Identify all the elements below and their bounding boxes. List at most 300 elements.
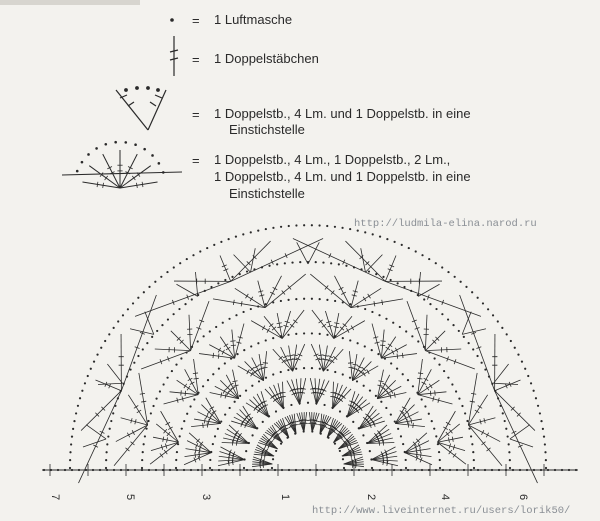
chain-dot (235, 236, 237, 238)
chain-dot (492, 314, 494, 316)
treble-stitch (151, 442, 179, 450)
chain-dot (471, 291, 473, 293)
chain-dot (421, 469, 423, 471)
chain-dot (484, 469, 486, 471)
chain-dot (218, 368, 220, 370)
chain-dot (257, 229, 259, 231)
treble-bar (351, 326, 354, 331)
chain-dot (369, 389, 371, 391)
chain-dot (272, 458, 274, 460)
row-number: 2 (365, 493, 378, 501)
chain-dot (524, 368, 526, 370)
treble-bar (277, 327, 282, 328)
treble-stitch (312, 310, 334, 338)
chain-dot (127, 469, 129, 471)
chain-dot (334, 226, 336, 228)
treble-bar (390, 393, 391, 398)
chain-dot (150, 412, 152, 414)
chain-dot (464, 412, 466, 414)
chain-dot (192, 254, 194, 256)
treble-stitch (425, 349, 461, 351)
treble-bar (181, 390, 182, 395)
chain-dot (472, 348, 474, 350)
chain-dot (470, 435, 472, 437)
treble-stitch (334, 313, 339, 339)
v-stitch-arm (195, 272, 197, 296)
chain-dot (258, 380, 260, 382)
chain-dot (250, 231, 252, 233)
treble-bar (429, 384, 432, 388)
legend-chain-stitch-text: 1 Luftmasche (214, 12, 293, 27)
legend-v-stitch-text-1: 1 Doppelstb., 4 Lm. und 1 Doppelstb. in eine (214, 106, 471, 121)
chain-dot (280, 443, 282, 445)
treble-bar (426, 386, 429, 390)
chain-dot (455, 390, 457, 392)
chain-dot (262, 421, 264, 423)
treble-bar (323, 355, 328, 356)
chain-dot (159, 390, 161, 392)
treble-bar (446, 422, 451, 425)
treble-bar (353, 364, 358, 365)
chain-dot (242, 311, 244, 313)
chain-dot (417, 340, 419, 342)
chain-dot (307, 402, 309, 404)
chain-dot (447, 318, 449, 320)
equals-sign: = (192, 13, 200, 28)
treble-stitch (264, 351, 267, 381)
chain-dot (397, 428, 399, 430)
chain-dot (245, 450, 247, 452)
chain-dot (151, 336, 153, 338)
treble-stitch (437, 442, 465, 450)
chain-dot (209, 467, 211, 469)
treble-bar (422, 382, 427, 384)
treble-stitch (141, 351, 190, 369)
chain-dot (530, 382, 532, 384)
chain-dot (132, 302, 134, 304)
chain-dot (542, 428, 544, 430)
chain-dot (429, 303, 431, 305)
chain-dot (78, 469, 80, 471)
chain-dot (288, 225, 290, 227)
chain-dot (234, 401, 236, 403)
treble-bar (262, 326, 265, 331)
chain-dot (421, 398, 423, 400)
treble-bar (278, 393, 283, 394)
chain-dot (276, 263, 278, 265)
chain-dot (363, 385, 365, 387)
chain-dot (143, 443, 145, 445)
watermark-bottom: http://www.liveinternet.ru/users/lorik50/ (312, 505, 571, 517)
chain-dot (217, 428, 219, 430)
chain-dot (379, 236, 381, 238)
treble-bar (352, 368, 357, 369)
treble-bar (386, 347, 390, 350)
treble-bar (380, 341, 385, 342)
chain-dot (141, 459, 143, 461)
chain-dot (334, 443, 336, 445)
chain-dot (148, 286, 150, 288)
chain-dot (512, 469, 514, 471)
treble-bar (141, 401, 146, 402)
legend-treble-text: 1 Doppelstäbchen (214, 51, 319, 66)
treble-bar (195, 448, 196, 453)
treble-bar (226, 347, 230, 350)
chain-dot (460, 281, 462, 283)
treble-stitch (345, 241, 385, 281)
equals-sign: = (192, 52, 200, 67)
treble-bar (225, 393, 226, 398)
chain-dot (186, 413, 188, 415)
chain-dot (73, 420, 75, 422)
treble-bar (250, 297, 253, 301)
treble-stitch (164, 395, 199, 404)
chain-dot (342, 373, 344, 375)
chain-dot (81, 161, 84, 164)
chain-dot (167, 318, 169, 320)
treble-bar (420, 448, 421, 453)
treble-bar (258, 364, 263, 365)
chain-dot (400, 435, 402, 437)
v-stitch-arm (297, 242, 308, 264)
chain-dot (411, 335, 413, 337)
treble-stitch (418, 359, 423, 395)
fan-stitch-symbol (62, 141, 182, 188)
chain-dot (394, 241, 396, 243)
treble-stitch (359, 413, 380, 429)
chain-dot (315, 261, 317, 263)
chain-dot (311, 367, 313, 369)
chain-dot (250, 345, 252, 347)
treble-bar (449, 450, 452, 454)
treble-bar (394, 392, 395, 397)
treble-bar (224, 344, 228, 347)
chain-dot (222, 322, 224, 324)
treble-bar (402, 407, 407, 410)
treble-stitch (347, 397, 363, 418)
treble-bar (319, 320, 323, 323)
chain-dot (362, 434, 364, 436)
chain-dot (339, 450, 341, 452)
treble-stitch (349, 351, 352, 381)
chain-dot (356, 380, 358, 382)
v-stitch-arm (176, 284, 197, 296)
treble-stitch (495, 391, 538, 483)
chain-dot (421, 254, 423, 256)
chain-dot (476, 355, 478, 357)
treble-stitch (385, 256, 396, 282)
treble-bar (190, 382, 195, 384)
chain-dot (380, 401, 382, 403)
chain-dot (311, 298, 313, 300)
v-stitch-arm (418, 284, 439, 296)
equals-sign: = (192, 107, 200, 122)
treble-bar (413, 423, 414, 428)
treble-bar (137, 410, 141, 413)
chain-dot (202, 385, 204, 387)
treble-stitch (220, 256, 231, 282)
chain-dot (175, 467, 177, 469)
chain-dot (114, 141, 117, 144)
treble-stitch (437, 437, 463, 442)
chain-dot (260, 469, 262, 471)
treble-bar (163, 437, 164, 442)
chain-dot (507, 435, 509, 437)
chain-dot (71, 436, 73, 438)
treble-bar (233, 385, 238, 386)
treble-bar (213, 353, 214, 358)
chain-dot (212, 443, 214, 445)
chain-stitch-symbol (170, 18, 174, 22)
chain-dot (402, 373, 404, 375)
chain-dot (229, 407, 231, 409)
chain-dot (533, 469, 535, 471)
v-stitch-arm (418, 272, 420, 296)
treble-bar (203, 423, 204, 428)
chain-dot (399, 326, 401, 328)
treble-stitch (372, 324, 381, 359)
treble-stitch (381, 354, 417, 359)
chain-dot (204, 469, 206, 471)
chain-dot (161, 324, 163, 326)
chain-dot (352, 421, 354, 423)
chain-dot (169, 469, 171, 471)
chain-dot (309, 469, 311, 471)
chain-dot (372, 469, 374, 471)
treble-bar (443, 427, 448, 430)
treble-stitch (237, 413, 258, 429)
chain-dot (447, 377, 449, 379)
treble-bar (417, 378, 422, 379)
chain-dot (120, 469, 122, 471)
treble-bar (277, 323, 282, 324)
chain-dot (393, 469, 395, 471)
chain-dot (214, 435, 216, 437)
chain-dot (108, 333, 110, 335)
chain-dot (274, 469, 276, 471)
chain-dot (349, 339, 351, 341)
chain-dot (173, 266, 175, 268)
chain-dot (211, 469, 213, 471)
treble-bar (452, 437, 453, 442)
chain-dot (322, 261, 324, 263)
chain-dot (106, 443, 108, 445)
chain-dot (133, 362, 135, 364)
treble-stitch (220, 380, 238, 398)
treble-bar (408, 422, 409, 427)
treble-stitch (194, 359, 199, 395)
chain-dot (428, 413, 430, 415)
chain-dot (271, 467, 273, 469)
chain-dot (435, 469, 437, 471)
chain-dot (272, 373, 274, 375)
treble-bar (392, 350, 394, 355)
treble-bar (348, 363, 353, 364)
chain-dot (545, 459, 547, 461)
treble-bar (204, 418, 205, 423)
chain-dot (318, 224, 320, 226)
chain-dot (235, 314, 237, 316)
chain-dot (334, 371, 336, 373)
treble-stitch (282, 310, 304, 338)
chain-dot (349, 377, 351, 379)
chain-dot (299, 261, 301, 263)
row-number: 4 (439, 493, 452, 501)
chain-dot (141, 469, 143, 471)
chain-dot (134, 143, 137, 146)
chain-dot (81, 390, 83, 392)
chain-dot (193, 398, 195, 400)
chain-dot (343, 467, 345, 469)
chain-dot (176, 451, 178, 453)
treble-bar (160, 453, 163, 457)
chain-dot (449, 469, 451, 471)
chain-dot (105, 459, 107, 461)
chain-dot (303, 298, 305, 300)
chain-dot (173, 313, 175, 315)
chain-dot (162, 171, 165, 174)
chain-dot (93, 361, 95, 363)
chain-dot (319, 368, 321, 370)
treble-stitch (437, 442, 465, 464)
chain-dot (509, 459, 511, 461)
treble-bar (164, 450, 167, 454)
chain-dot (575, 469, 577, 471)
chain-dot (514, 347, 516, 349)
chain-dot (236, 353, 238, 355)
chain-dot (326, 299, 328, 301)
chain-dot (433, 428, 435, 430)
treble-bar (246, 414, 250, 417)
chain-dot (180, 357, 182, 359)
chain-dot (465, 286, 467, 288)
chain-dot (378, 314, 380, 316)
treble-bar (218, 354, 219, 359)
treble-bar (356, 409, 359, 413)
chain-dot (184, 303, 186, 305)
treble-bar (407, 419, 408, 424)
chain-dot (191, 298, 193, 300)
treble-stitch (139, 373, 148, 425)
chain-dot (392, 322, 394, 324)
chain-dot (275, 410, 277, 412)
chain-dot (137, 297, 139, 299)
treble-bar (365, 414, 369, 417)
chain-dot (218, 469, 220, 471)
treble-bar (103, 183, 104, 188)
chain-dot (502, 412, 504, 414)
chain-dot (371, 349, 373, 351)
chain-dot (197, 340, 199, 342)
treble-stitch (425, 351, 474, 369)
chain-dot (458, 330, 460, 332)
chain-dot (351, 469, 353, 471)
treble-bar (378, 381, 383, 382)
chain-dot (186, 258, 188, 260)
chain-dot (287, 369, 289, 371)
chain-dot (539, 412, 541, 414)
chain-dot (243, 467, 245, 469)
v-stitch-arm (494, 364, 509, 383)
chain-dot (358, 469, 360, 471)
treble-stitch (495, 380, 521, 391)
chain-dot (323, 404, 325, 406)
row-number: 1 (279, 493, 292, 501)
chain-dot (228, 318, 230, 320)
chain-dot (179, 435, 181, 437)
treble-bar (249, 417, 253, 420)
chain-dot (75, 412, 77, 414)
v-stitch-arm (308, 242, 319, 264)
chain-dot (143, 291, 145, 293)
chain-dot (407, 379, 409, 381)
treble-bar (208, 419, 209, 424)
chain-dot (364, 345, 366, 347)
chain-dot (280, 226, 282, 228)
treble-bar (420, 452, 421, 457)
chain-dot (415, 250, 417, 252)
treble-stitch (213, 299, 265, 308)
treble-bar (166, 422, 171, 425)
treble-bar (194, 378, 199, 379)
treble-bar (363, 297, 366, 301)
v-stitch-symbol (116, 87, 166, 130)
chain-dot (280, 371, 282, 373)
chain-dot (239, 395, 241, 397)
chain-dot (257, 342, 259, 344)
treble-stitch (191, 301, 209, 350)
chain-dot (152, 405, 154, 407)
treble-stitch (153, 437, 179, 442)
v-stitch-arm (86, 425, 106, 439)
treble-stitch (120, 182, 158, 188)
treble-bar (105, 176, 108, 180)
chain-dot (341, 227, 343, 229)
chain-dot (242, 233, 244, 235)
chain-dot (386, 238, 388, 240)
chain-dot (127, 308, 129, 310)
chain-dot (554, 469, 556, 471)
chain-dot (540, 469, 542, 471)
chain-dot (423, 298, 425, 300)
treble-bar (400, 411, 405, 414)
treble-bar (448, 437, 449, 442)
chain-dot (183, 420, 185, 422)
chain-dot (302, 469, 304, 471)
chain-dot (547, 469, 549, 471)
chain-dot (487, 308, 489, 310)
treble-bar (290, 324, 294, 327)
chain-dot (281, 469, 283, 471)
treble-stitch (277, 313, 282, 339)
chain-dot (405, 467, 407, 469)
chain-dot (401, 244, 403, 246)
treble-bar (380, 345, 385, 346)
chain-dot (64, 469, 66, 471)
chain-dot (561, 469, 563, 471)
treble-stitch (231, 238, 323, 281)
treble-bar (478, 406, 482, 409)
chain-dot (179, 262, 181, 264)
chain-dot (303, 332, 305, 334)
chain-dot (69, 467, 71, 469)
chain-dot (345, 265, 347, 267)
chain-dot (504, 420, 506, 422)
row-number: 7 (49, 493, 62, 501)
chain-dot (390, 413, 392, 415)
chain-dot (412, 385, 414, 387)
chain-dot (267, 469, 269, 471)
